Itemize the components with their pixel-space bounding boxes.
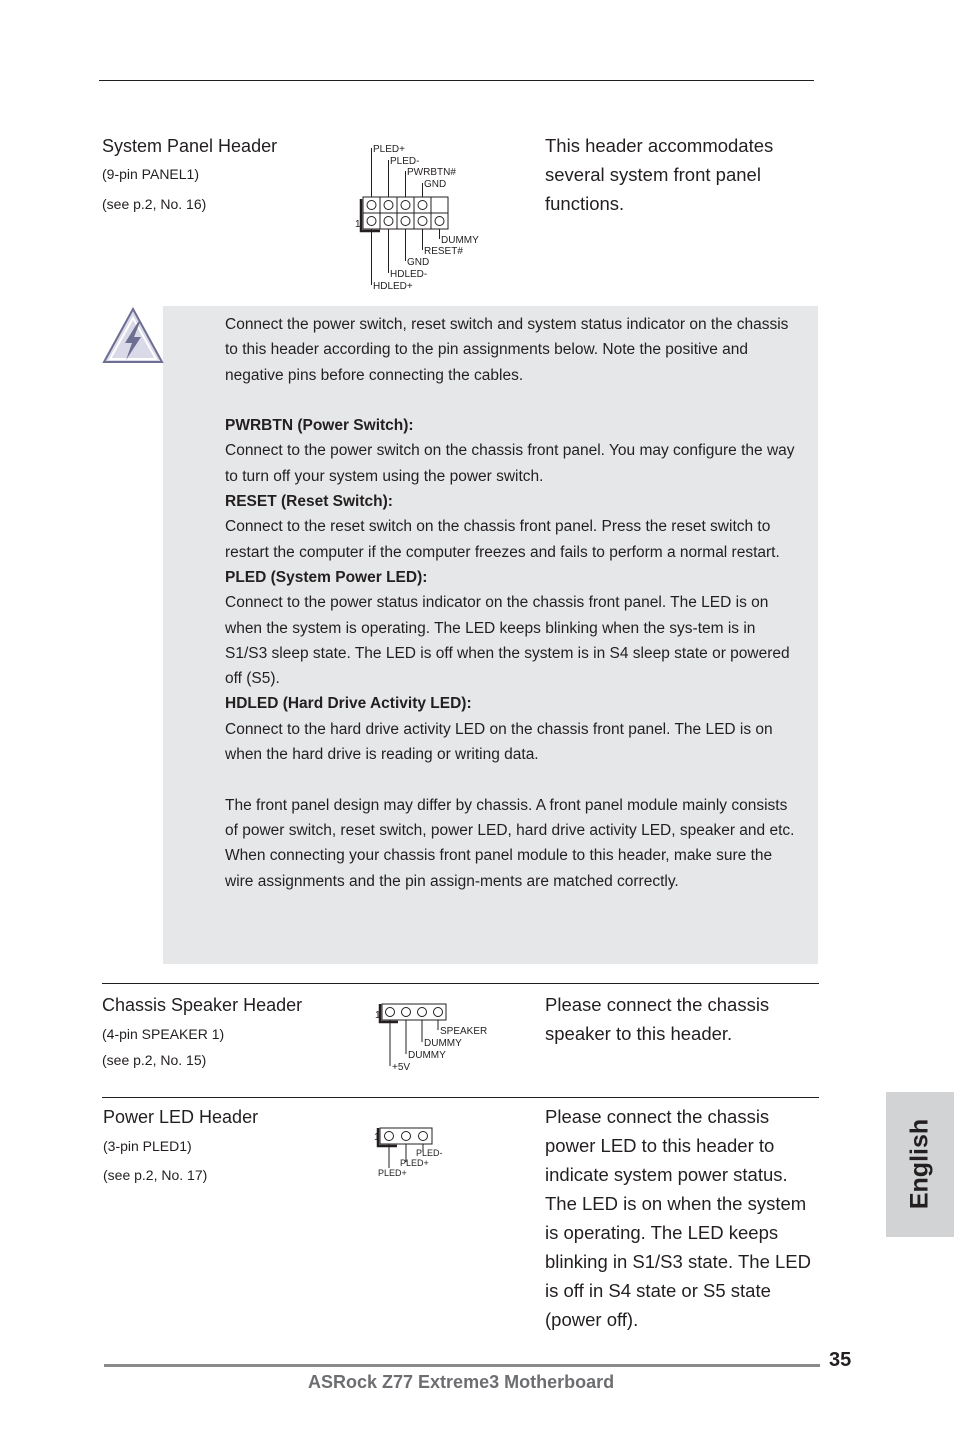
panel-pin-label: DUMMY <box>441 235 479 246</box>
power-led-pin-label: PLED+ <box>400 1158 429 1168</box>
speaker-subtitle: (4-pin SPEAKER 1) <box>102 1026 225 1042</box>
power-led-subtitle: (3-pin PLED1) <box>103 1138 192 1154</box>
panel-pin <box>384 201 393 210</box>
pwrbtn-heading: PWRBTN (Power Switch): <box>225 417 414 435</box>
system-panel-subtitle: (9-pin PANEL1) <box>102 166 200 182</box>
language-tab <box>886 1092 954 1237</box>
pled-text: Connect to the power status indicator on the chassis front panel. The LED is on when the system is operating. The LED keeps blinking when the sys-tem is in S1/S3 sleep state. The LED is off when the system is in S4 sleep state or powered off (S5). <box>225 594 790 688</box>
reset-text: Connect to the reset switch on the chassis front panel. Press the reset switch to restart the computer if the computer freezes and fails to perform a normal restart. <box>225 518 780 561</box>
panel-pin-slot <box>431 213 448 229</box>
reset-heading: RESET (Reset Switch): <box>225 493 393 511</box>
speaker-pin <box>386 1008 395 1017</box>
power-led-pin <box>385 1132 394 1141</box>
panel-pin <box>401 217 410 226</box>
panel-pin <box>367 201 376 210</box>
panel-pin-slot <box>397 213 414 229</box>
panel-pin <box>418 201 427 210</box>
panel-pin-slot <box>363 197 380 213</box>
power-led-pin-label: PLED+ <box>378 1168 407 1178</box>
power-led-description: Please connect the chassis power LED to this header to indicate system power status. The LED is on when the system is operating. The LED keeps blinking in S1/S3 state. The LED is off in S4 state or S5 state (power off). <box>545 1106 812 1330</box>
hdled-text: Connect to the hard drive activity LED on the chassis front panel. The LED is on when the hard drive is reading or writing data. <box>225 720 773 764</box>
panel-pin-label: PWRBTN# <box>407 167 456 178</box>
power-led-section-rule <box>102 1097 819 1098</box>
panel-pin-one-marker: 1 <box>355 219 361 230</box>
panel-pin-label: PLED+ <box>373 144 405 155</box>
footer-rule <box>104 1364 820 1367</box>
note-text <box>225 312 800 894</box>
speaker-pin-label: SPEAKER <box>440 1026 488 1037</box>
speaker-title: Chassis Speaker Header <box>102 995 303 1015</box>
speaker-pin-one-marker: 1 <box>375 1010 381 1021</box>
system-panel-reference: (see p.2, No. 16) <box>102 196 207 212</box>
warning-lightning-icon <box>100 306 166 366</box>
power-led-title: Power LED Header <box>103 1107 259 1127</box>
panel-pin <box>418 217 427 226</box>
panel-pin-slot <box>414 213 431 229</box>
panel-pin-label: RESET# <box>424 246 463 257</box>
panel-pin <box>401 201 410 210</box>
panel-pin-slot <box>397 197 414 213</box>
system-panel-title: System Panel Header <box>102 136 278 156</box>
panel-pin-slot <box>380 213 397 229</box>
panel-header-diagram <box>355 140 490 292</box>
panel-pin-label: PLED- <box>390 156 420 167</box>
power-led-pin-block <box>380 1128 432 1144</box>
power-led-pin <box>419 1132 428 1141</box>
panel-pin-label: HDLED- <box>390 269 428 280</box>
speaker-pin <box>402 1008 411 1017</box>
speaker-pin-label: DUMMY <box>424 1038 462 1049</box>
speaker-pin-block <box>382 1004 446 1020</box>
speaker-description: Please connect the chassis speaker to this header. <box>545 994 770 1044</box>
power-led-reference: (see p.2, No. 17) <box>103 1167 208 1183</box>
panel-pin-slot <box>363 213 380 229</box>
panel-pin-label: HDLED+ <box>373 281 413 292</box>
page-number: 35 <box>829 1349 852 1371</box>
language-tab-label: English <box>905 1118 934 1210</box>
hdled-heading: HDLED (Hard Drive Activity LED): <box>225 695 472 713</box>
system-panel-description: This header accommodates several system front panel functions. <box>545 135 774 214</box>
note-outro: The front panel design may differ by chassis. A front panel module mainly consists of power switch, reset switch, power LED, hard drive activity LED, speaker and etc. When connecting your chassis front panel module to this header, make sure the wire assignments and the pin assign-ments are matched correctly. <box>225 796 795 890</box>
note-intro: Connect the power switch, reset switch and system status indicator on the chassis to this header according to the pin assignments below. Note the positive and negative pins before connecting the cables. <box>225 316 789 384</box>
speaker-pin <box>434 1008 443 1017</box>
power-led-pin <box>402 1132 411 1141</box>
speaker-pin-label: +5V <box>392 1062 411 1073</box>
footer-text: ASRock Z77 Extreme3 Motherboard <box>308 1372 615 1392</box>
panel-pin-label: GND <box>407 257 430 268</box>
panel-pin-label: GND <box>424 179 447 190</box>
pled-heading: PLED (System Power LED): <box>225 568 428 586</box>
power-led-pin-label: PLED- <box>416 1148 443 1158</box>
speaker-pin-label: DUMMY <box>408 1050 446 1061</box>
top-rule <box>99 80 814 81</box>
panel-pin-slot <box>414 197 431 213</box>
panel-pin <box>384 217 393 226</box>
power-led-header-diagram <box>372 1122 482 1180</box>
speaker-section-rule <box>102 983 819 984</box>
speaker-pin <box>418 1008 427 1017</box>
speaker-reference: (see p.2, No. 15) <box>102 1052 207 1068</box>
panel-pin <box>435 217 444 226</box>
speaker-header-diagram <box>372 998 492 1074</box>
panel-pin <box>367 217 376 226</box>
pwrbtn-text: Connect to the power switch on the chassis front panel. You may configure the way to turn off your system using the power switch. <box>225 442 795 485</box>
panel-pin-slot <box>380 197 397 213</box>
power-led-pin-one-marker: 1 <box>374 1132 380 1143</box>
